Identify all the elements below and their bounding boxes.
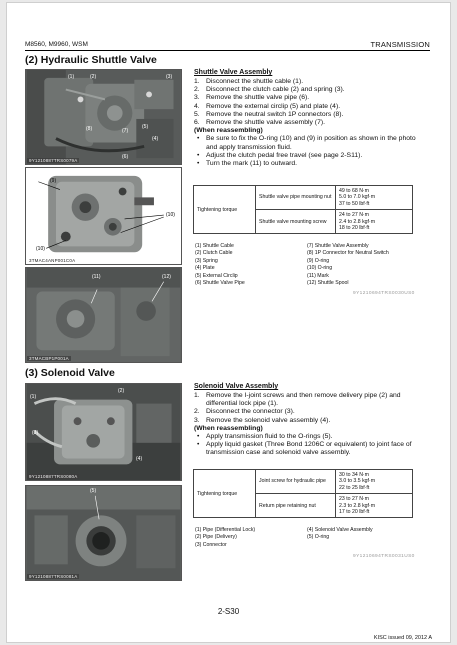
legend-item: (5) External Circlip bbox=[195, 272, 238, 279]
note-item: • Apply liquid gasket (Three Bond 1206C or equivalent) to joint face of transmission case and solenoid valve assembly. bbox=[194, 441, 422, 457]
photo-label-4: (4) bbox=[136, 456, 143, 462]
legend-item: (4) Solenoid Valve Assembly bbox=[307, 527, 373, 533]
section3-text bbox=[194, 383, 422, 458]
section2-text bbox=[194, 69, 422, 168]
step-item: 1. Remove the I-joint screws and then remove delivery pipe (2) and differential lock pipe (1). bbox=[194, 392, 401, 408]
torque-table bbox=[193, 469, 413, 518]
shuttle-spool-photo-image bbox=[26, 268, 181, 362]
photo-label-1: (1) bbox=[68, 74, 75, 80]
transmission-photo-image bbox=[26, 70, 181, 164]
section2-notes bbox=[194, 135, 422, 168]
section3-notes bbox=[194, 433, 422, 458]
legend-item: (5) O-ring bbox=[307, 534, 330, 541]
photo-label-1: (1) bbox=[30, 394, 37, 400]
step-item: 2. Disconnect the connector (3). bbox=[194, 408, 295, 416]
torque-item: Shuttle valve pipe mounting nut bbox=[256, 186, 336, 210]
legend-item: (1) Pipe (Differential Lock) bbox=[195, 527, 256, 533]
bullet-icon: • bbox=[197, 135, 200, 143]
step-item: 3. Remove the solenoid valve assembly (4). bbox=[194, 416, 331, 424]
photo-label-5: (5) bbox=[142, 124, 149, 130]
bullet-icon: • bbox=[197, 433, 200, 441]
legend-item: (3) Connector bbox=[195, 541, 227, 548]
legend-item: (10) O-ring bbox=[307, 265, 333, 272]
legend-item: (4) Plate bbox=[195, 265, 215, 272]
section2-torque-wrap bbox=[193, 185, 421, 234]
torque-item: Joint screw for hydraulic pipe bbox=[256, 470, 336, 494]
torque-label: Tightening torque bbox=[194, 470, 256, 518]
section3-steps bbox=[194, 392, 422, 425]
step-item: 4. Remove the external circlip (5) and plate (4). bbox=[194, 102, 341, 110]
torque-item: Return pipe retaining nut bbox=[256, 494, 336, 518]
photo-label-3: (3) bbox=[32, 430, 39, 436]
legend-item: (2) Pipe (Delivery) bbox=[195, 534, 237, 541]
parts-legend bbox=[195, 527, 423, 549]
legend-item: (3) Spring bbox=[195, 257, 218, 264]
section3-torque-wrap bbox=[193, 469, 421, 518]
solenoid-oring-photo-image bbox=[26, 486, 181, 580]
note-item: • Adjust the clutch pedal free travel (see page 2-S11). bbox=[194, 152, 422, 160]
photo-label-3: (3) bbox=[166, 74, 173, 80]
photo-label-6: (6) bbox=[122, 154, 129, 160]
reassembling-label: (When reassembling) bbox=[194, 424, 263, 432]
legend-item: (11) Mark bbox=[307, 272, 329, 279]
photo-solenoid-orings bbox=[25, 485, 182, 581]
step-item: 3. Remove the shuttle valve pipe (6). bbox=[194, 94, 310, 102]
torque-values: 24 to 27 N·m 2.4 to 2.8 kgf·m 18 to 20 lbf·ft bbox=[336, 210, 413, 234]
photo-caption: 9Y1210887TRS0080A bbox=[29, 474, 78, 479]
table-row bbox=[194, 186, 413, 210]
legend-item bbox=[307, 542, 419, 549]
page-header bbox=[25, 39, 430, 51]
photo-caption: 9Y1210887TRS0081A bbox=[29, 574, 78, 579]
header-models: M8560, M9960, WSM bbox=[25, 41, 88, 48]
header-section: TRANSMISSION bbox=[370, 40, 430, 49]
photo-label-8: (8) bbox=[86, 126, 93, 132]
legend-item: (12) Shuttle Spool bbox=[307, 280, 349, 287]
bullet-icon: • bbox=[197, 151, 200, 159]
torque-label: Tightening torque bbox=[194, 186, 256, 234]
torque-item: Shuttle valve mounting screw bbox=[256, 210, 336, 234]
legend-item: (8) 1P Connector for Neutral Switch bbox=[307, 250, 389, 257]
photo-caption: 9Y1210887TRS0079A bbox=[29, 158, 78, 163]
legend-item: (1) Shuttle Cable bbox=[195, 243, 234, 249]
legend-item: (7) Shuttle Valve Assembly bbox=[307, 243, 369, 249]
photo-caption: 3TMAC4ANP001C0A bbox=[29, 258, 76, 263]
solenoid-valve-photo-image bbox=[26, 384, 181, 480]
photo-label-4: (4) bbox=[152, 136, 159, 142]
section2-steps bbox=[194, 78, 422, 127]
photo-caption: 3TMACBP1P001A bbox=[29, 356, 69, 361]
step-item: 6. Remove the shuttle valve assembly (7). bbox=[194, 119, 325, 127]
torque-table bbox=[193, 185, 413, 234]
section3-legend bbox=[195, 527, 423, 549]
legend-item: (6) Shuttle Valve Pipe bbox=[195, 280, 245, 287]
step-item: 1. Disconnect the shuttle cable (1). bbox=[194, 78, 304, 85]
photo-shuttle-valve-orings bbox=[25, 167, 182, 265]
photo-shuttle-spool-mark bbox=[25, 267, 182, 363]
issue-date: KISC issued 09, 2012 A bbox=[373, 635, 432, 641]
legend-item: (9) O-ring bbox=[307, 257, 330, 264]
legend-item: (2) Clutch Cable bbox=[195, 250, 233, 257]
bullet-icon: • bbox=[197, 441, 200, 449]
parts-legend bbox=[195, 243, 423, 287]
photo-label-5: (5) bbox=[90, 488, 97, 494]
section-title-shuttle-valve: (2) Hydraulic Shuttle Valve bbox=[25, 54, 157, 66]
note-item: • Turn the mark (11) to outward. bbox=[194, 160, 422, 168]
note-item: • Apply transmission fluid to the O-rings (5). bbox=[194, 433, 422, 441]
section3-heading: Solenoid Valve Assembly bbox=[194, 383, 279, 390]
table-row bbox=[194, 470, 413, 494]
reference-code: 9Y1210694TRS0030US0 bbox=[353, 291, 415, 296]
torque-values: 30 to 34 N·m 3.0 to 3.5 kgf·m 22 to 25 lbf·ft bbox=[336, 470, 413, 494]
photo-label-2: (2) bbox=[118, 388, 125, 394]
photo-shuttle-valve-location bbox=[25, 69, 182, 165]
section-title-solenoid-valve: (3) Solenoid Valve bbox=[25, 367, 115, 379]
step-item: 5. Remove the neutral switch 1P connectors (8). bbox=[194, 110, 344, 118]
note-item: • Be sure to fix the O-ring (10) and (9) in position as shown in the photo and apply transmission fluid. bbox=[194, 135, 422, 151]
photo-label-2: (2) bbox=[90, 74, 97, 80]
section2-legend bbox=[195, 243, 423, 287]
torque-values: 23 to 27 N·m 2.3 to 2.8 kgf·m 17 to 20 lbf·ft bbox=[336, 494, 413, 518]
photo-label-10-left: (10) bbox=[36, 246, 45, 252]
photo-label-10-right: (10) bbox=[166, 212, 175, 218]
photo-label-11: (11) bbox=[92, 274, 101, 280]
photo-label-9: (9) bbox=[50, 178, 57, 184]
reassembling-label: (When reassembling) bbox=[194, 127, 263, 135]
photo-label-7: (7) bbox=[122, 128, 129, 134]
manual-page bbox=[6, 2, 451, 643]
torque-values: 49 to 68 N·m 5.0 to 7.0 kgf·m 37 to 50 lbf·ft bbox=[336, 186, 413, 210]
photo-label-12: (12) bbox=[162, 274, 171, 280]
page-number: 2-S30 bbox=[217, 607, 240, 616]
section2-heading: Shuttle Valve Assembly bbox=[194, 69, 273, 76]
step-item: 2. Disconnect the clutch cable (2) and spring (3). bbox=[194, 86, 345, 94]
reference-code: 9Y1210694TRS0031US0 bbox=[353, 554, 415, 559]
photo-solenoid-valve bbox=[25, 383, 182, 481]
bullet-icon: • bbox=[197, 160, 200, 168]
